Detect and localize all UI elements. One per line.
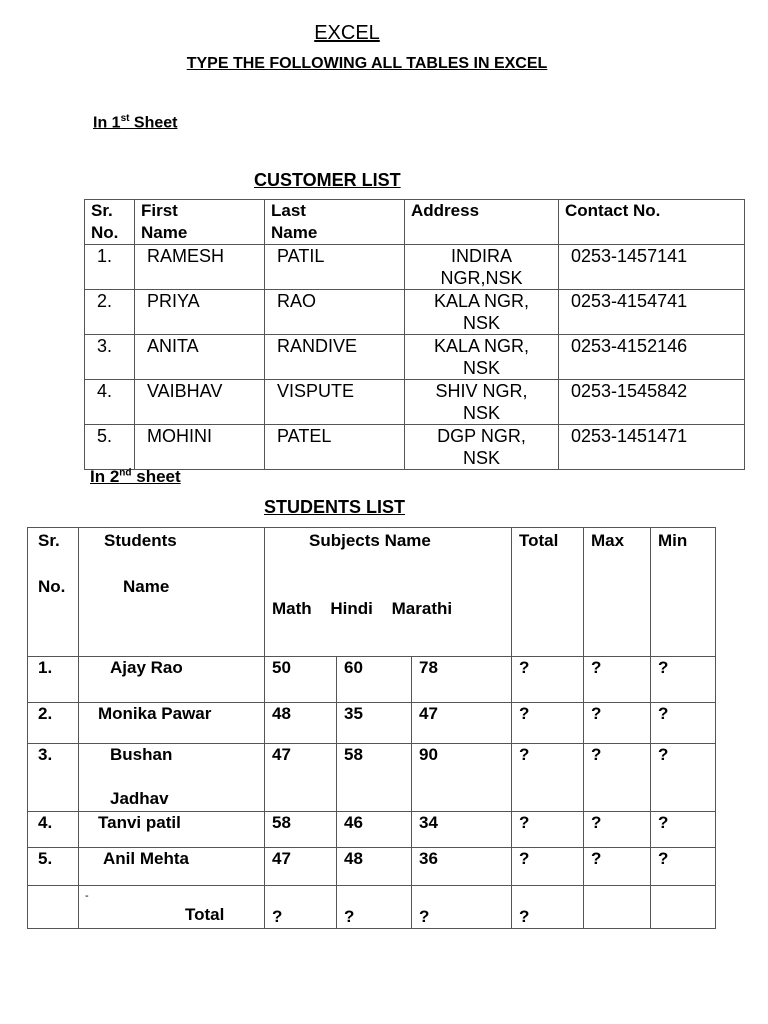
students-total-label-cell: [79, 886, 265, 929]
student-hindi: 35: [337, 703, 412, 744]
students-total-marathi: ?: [412, 886, 512, 929]
students-total-row: [28, 886, 716, 929]
customer-header-sr: [85, 200, 135, 245]
student-max: ?: [584, 848, 651, 886]
customer-header-row: [85, 200, 745, 245]
student-hindi: 46: [337, 812, 412, 848]
table-row: [85, 335, 745, 380]
student-hindi: 48: [337, 848, 412, 886]
table-row: [28, 848, 716, 886]
customer-address: [405, 290, 559, 335]
student-sr: 5.: [28, 848, 79, 886]
customer-header-sr-2: No.: [91, 223, 119, 242]
customer-address: [405, 425, 559, 470]
customer-last-name: VISPUTE: [265, 380, 405, 425]
customer-header-last-1: Last: [271, 201, 306, 220]
customer-address-1: SHIV NGR,: [435, 381, 528, 401]
customer-contact: 0253-4154741: [559, 290, 745, 335]
customer-header-last: [265, 200, 405, 245]
customer-header-contact: Contact No.: [559, 200, 745, 245]
table-row: [28, 744, 716, 812]
student-min: ?: [651, 703, 716, 744]
customer-sr: 5.: [85, 425, 135, 470]
customer-address-2: NSK: [462, 448, 500, 468]
student-math: 50: [265, 657, 337, 703]
student-max: ?: [584, 657, 651, 703]
table-row: [85, 245, 745, 290]
customer-last-name: PATEL: [265, 425, 405, 470]
students-total-max: [584, 886, 651, 929]
student-sr: 3.: [28, 744, 79, 812]
student-marathi: 90: [412, 744, 512, 812]
customer-contact: 0253-1545842: [559, 380, 745, 425]
student-total: ?: [512, 812, 584, 848]
customer-address-2: NSK: [462, 358, 500, 378]
customer-sr: 3.: [85, 335, 135, 380]
sheet1-label-post: Sheet: [129, 114, 178, 132]
table-row: [85, 425, 745, 470]
customer-contact: 0253-1451471: [559, 425, 745, 470]
students-total-math: ?: [265, 886, 337, 929]
customer-first-name: MOHINI: [135, 425, 265, 470]
student-math: 47: [265, 848, 337, 886]
sheet2-label-post: sheet: [131, 467, 181, 486]
customer-sr: 2.: [85, 290, 135, 335]
student-name: Monika Pawar: [79, 703, 265, 744]
students-total-hindi: ?: [337, 886, 412, 929]
table-row: [28, 703, 716, 744]
customer-address-2: NGR,NSK: [440, 268, 523, 288]
students-header-sr: [28, 528, 79, 657]
students-header-math: Math: [272, 599, 312, 618]
customer-first-name: PRIYA: [135, 290, 265, 335]
customer-header-first-1: First: [141, 201, 178, 220]
table-row: [28, 812, 716, 848]
student-name: Tanvi patil: [79, 812, 265, 848]
student-marathi: 34: [412, 812, 512, 848]
student-marathi: 36: [412, 848, 512, 886]
students-header-subject-names: [265, 598, 511, 620]
student-min: ?: [651, 657, 716, 703]
students-header-marathi: Marathi: [391, 599, 453, 618]
student-name-2: Jadhav: [110, 789, 169, 808]
students-header-total: Total: [512, 528, 584, 657]
student-hindi: 58: [337, 744, 412, 812]
students-total-sr: [28, 886, 79, 929]
customer-address-1: KALA NGR,: [433, 291, 530, 311]
students-table: [27, 527, 716, 929]
student-total: ?: [512, 848, 584, 886]
sheet1-label: [93, 113, 177, 132]
customer-table: [84, 199, 745, 470]
sheet1-label-sup: st: [120, 113, 130, 124]
student-sr: 1.: [28, 657, 79, 703]
student-sr: 2.: [28, 703, 79, 744]
student-max: ?: [584, 744, 651, 812]
student-math: 47: [265, 744, 337, 812]
students-total-total: ?: [512, 886, 584, 929]
table-row: [85, 380, 745, 425]
customer-address-1: INDIRA: [450, 246, 512, 266]
customer-list-title: CUSTOMER LIST: [254, 170, 401, 190]
customer-first-name: RAMESH: [135, 245, 265, 290]
customer-address-1: KALA NGR,: [433, 336, 530, 356]
customer-contact: 0253-4152146: [559, 335, 745, 380]
student-max: ?: [584, 812, 651, 848]
sheet2-label-pre: In 2: [90, 467, 120, 486]
customer-last-name: PATIL: [265, 245, 405, 290]
students-header-min: Min: [651, 528, 716, 657]
customer-last-name: RANDIVE: [265, 335, 405, 380]
page-title: EXCEL: [314, 22, 380, 44]
customer-address-2: NSK: [462, 313, 500, 333]
student-total: ?: [512, 657, 584, 703]
students-header-sr-1: Sr.: [38, 531, 60, 550]
customer-header-first-2: Name: [141, 223, 188, 242]
student-name-1: Bushan: [110, 745, 173, 764]
students-header-row: [28, 528, 716, 657]
students-header-subjects-label: Subjects Name: [309, 531, 431, 550]
customer-first-name: VAIBHAV: [135, 380, 265, 425]
student-hindi: 60: [337, 657, 412, 703]
student-min: ?: [651, 848, 716, 886]
students-header-name: [79, 528, 265, 657]
students-header-sr-2: No.: [38, 577, 66, 596]
students-header-name-1: Students: [104, 531, 177, 550]
students-header-max: Max: [584, 528, 651, 657]
students-header-name-2: Name: [123, 577, 170, 596]
student-name: Ajay Rao: [79, 657, 265, 703]
customer-address-2: NSK: [462, 403, 500, 423]
table-row: [28, 657, 716, 703]
table-row: [85, 290, 745, 335]
page-subtitle: TYPE THE FOLLOWING ALL TABLES IN EXCEL: [186, 55, 548, 72]
sheet1-label-pre: In 1: [93, 114, 121, 132]
customer-header-address: Address: [405, 200, 559, 245]
student-math: 58: [265, 812, 337, 848]
sheet2-label-sup: nd: [119, 467, 132, 479]
student-sr: 4.: [28, 812, 79, 848]
students-list-title: STUDENTS LIST: [264, 497, 406, 517]
students-total-min: [651, 886, 716, 929]
student-min: ?: [651, 744, 716, 812]
students-header-hindi: Hindi: [330, 599, 373, 618]
customer-address: [405, 335, 559, 380]
student-total: ?: [512, 703, 584, 744]
students-header-subjects: [265, 528, 512, 657]
customer-first-name: ANITA: [135, 335, 265, 380]
customer-contact: 0253-1457141: [559, 245, 745, 290]
customer-last-name: RAO: [265, 290, 405, 335]
student-name: Anil Mehta: [79, 848, 265, 886]
customer-sr: 4.: [85, 380, 135, 425]
student-marathi: 47: [412, 703, 512, 744]
student-total: ?: [512, 744, 584, 812]
student-max: ?: [584, 703, 651, 744]
customer-header-first: [135, 200, 265, 245]
sheet2-label: [90, 467, 181, 487]
customer-sr: 1.: [85, 245, 135, 290]
students-total-dash: -: [85, 890, 89, 902]
student-marathi: 78: [412, 657, 512, 703]
customer-address: [405, 380, 559, 425]
students-total-label: Total: [185, 905, 225, 924]
customer-address-1: DGP NGR,: [437, 426, 526, 446]
customer-header-sr-1: Sr.: [91, 201, 113, 220]
student-math: 48: [265, 703, 337, 744]
student-min: ?: [651, 812, 716, 848]
student-name: [79, 744, 265, 812]
customer-header-last-2: Name: [271, 223, 318, 242]
customer-address: [405, 245, 559, 290]
